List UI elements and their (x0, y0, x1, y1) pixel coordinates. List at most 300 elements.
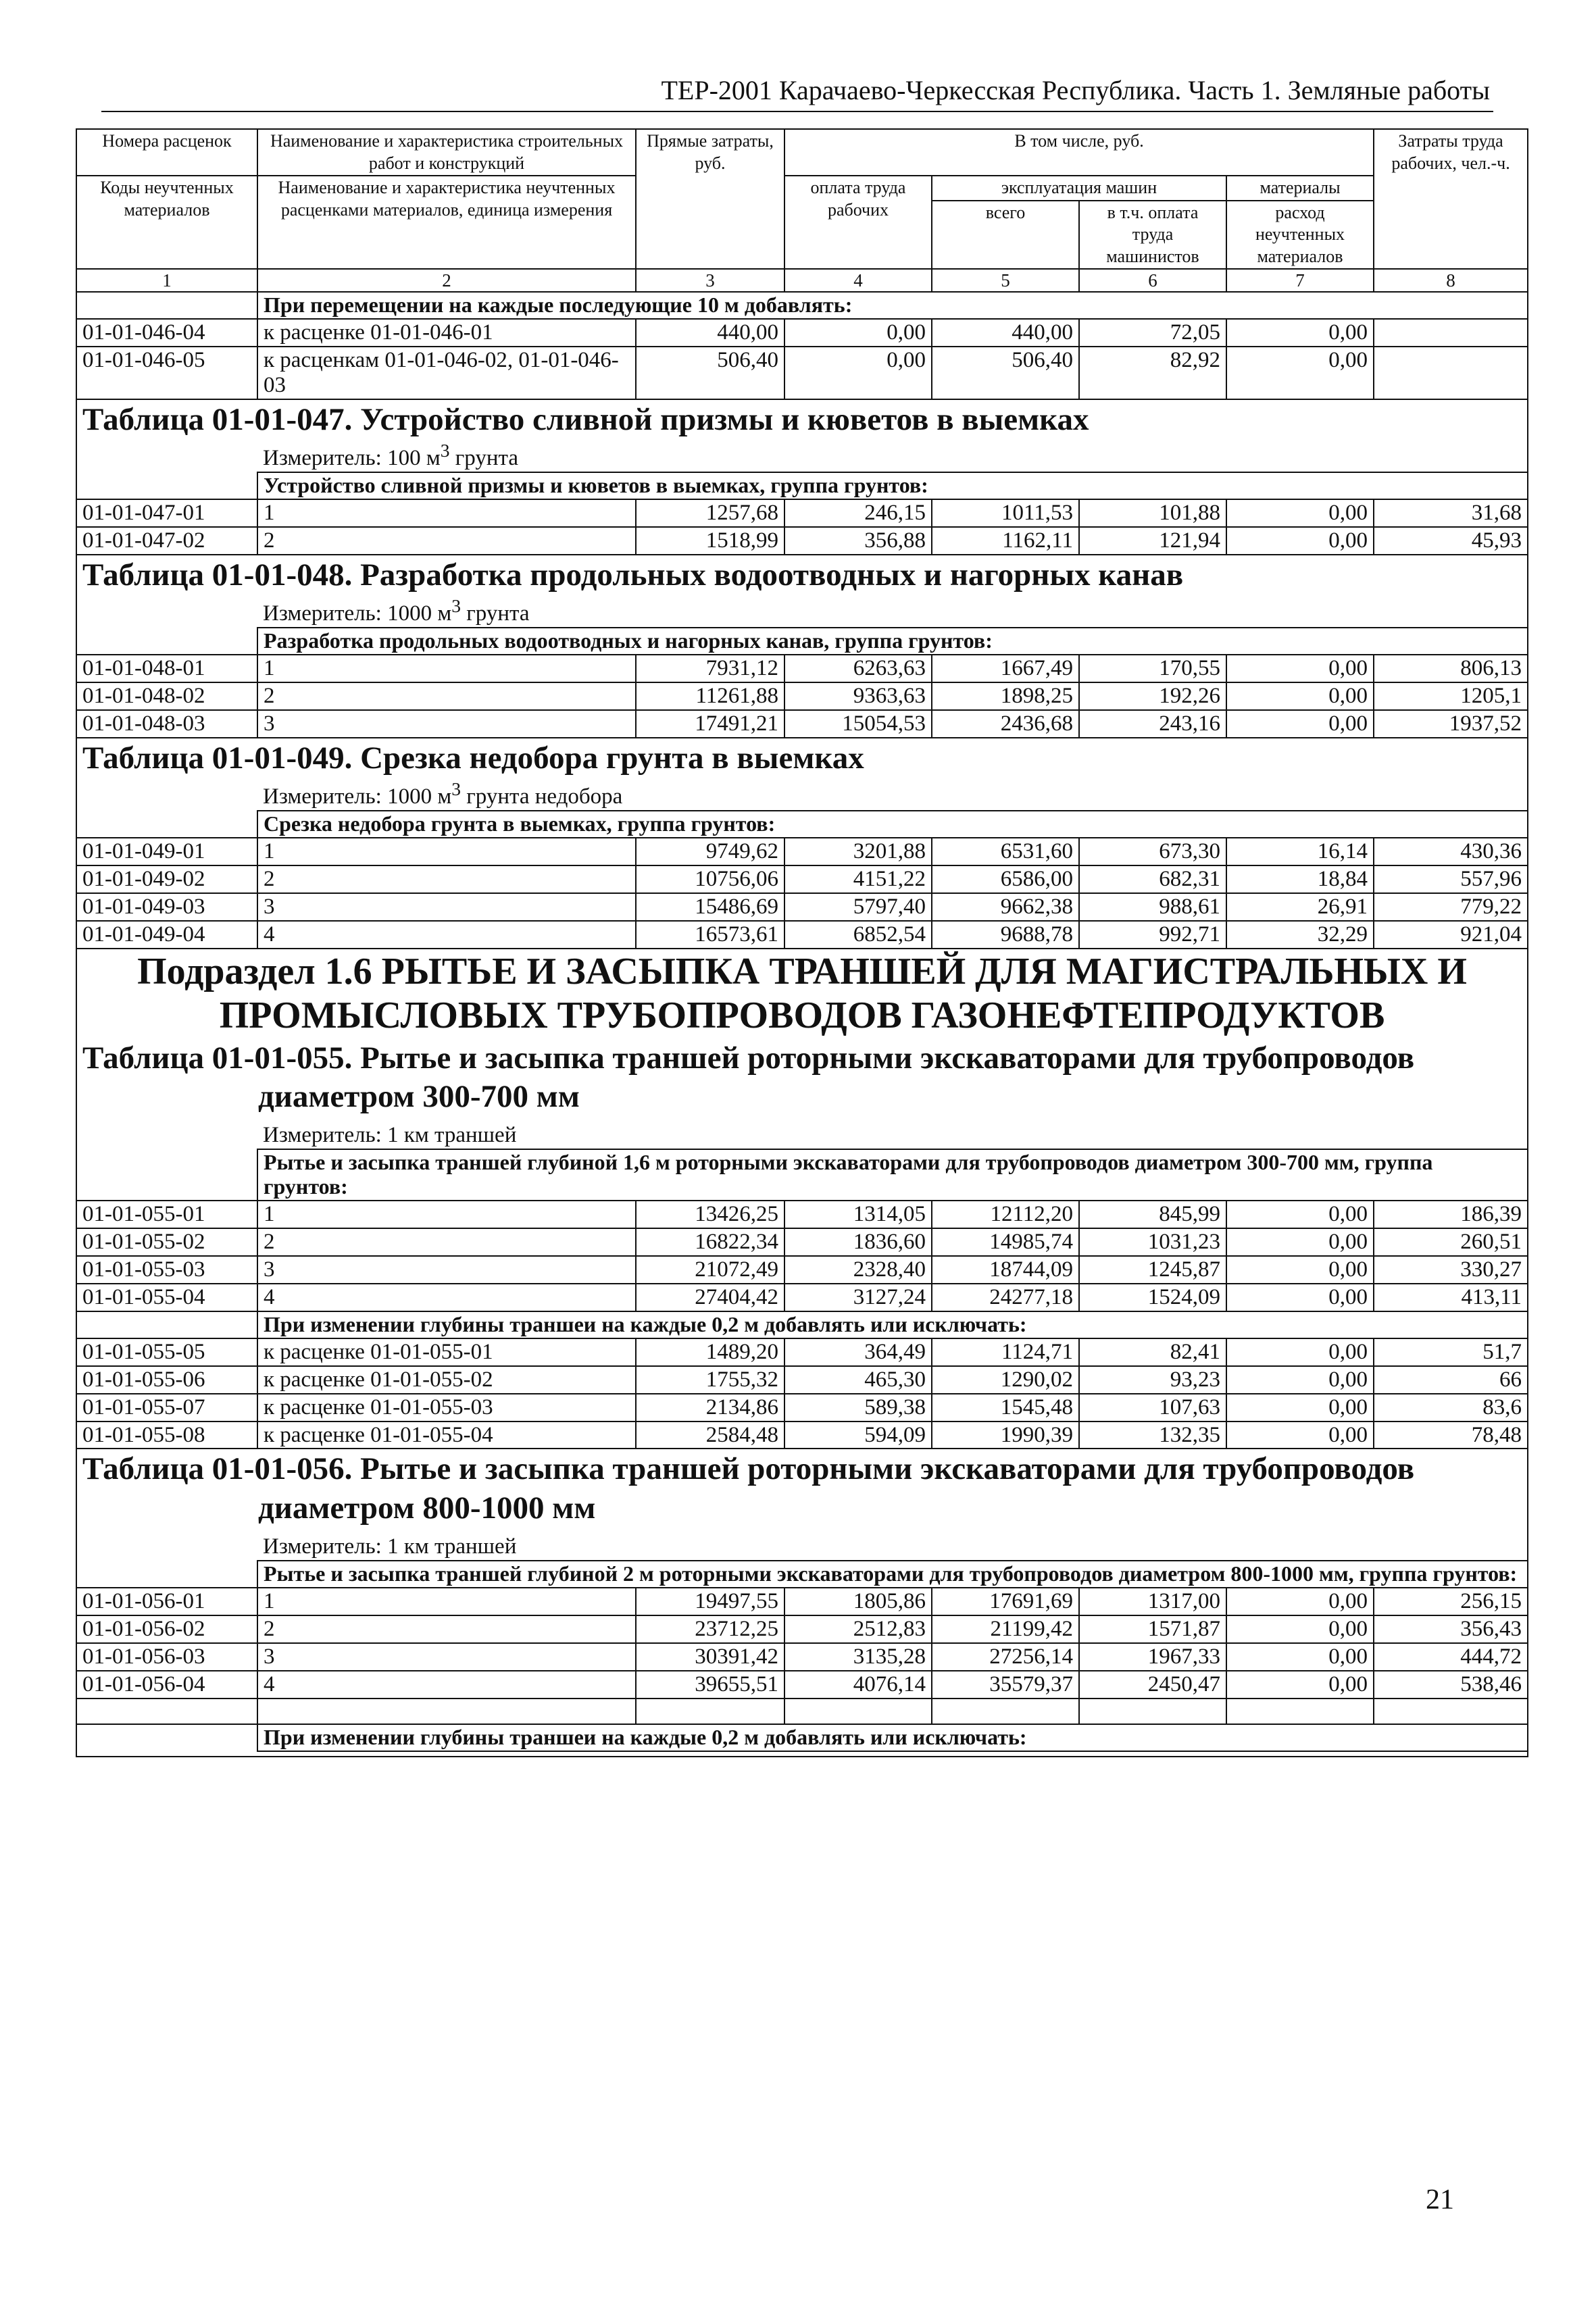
table-cell: 1245,87 (1079, 1256, 1226, 1284)
table-cell: 1545,48 (932, 1394, 1079, 1422)
table-cell: 0,00 (1226, 1201, 1374, 1228)
table-cell: 01-01-056-04 (76, 1671, 257, 1699)
table-cell: 0,00 (1226, 1228, 1374, 1256)
empty-cell (257, 1699, 636, 1724)
rates-table (76, 128, 1528, 1757)
header-rate-number: Номера расценок (76, 129, 257, 176)
table-cell: 594,09 (784, 1422, 932, 1449)
column-header-row (76, 129, 1528, 176)
table-cell: 18744,09 (932, 1256, 1079, 1284)
table-cell: 6263,63 (784, 655, 932, 682)
section-title-row (76, 949, 1528, 1038)
group-indent (76, 292, 257, 319)
table-cell: 0,00 (1226, 1394, 1374, 1422)
group-title: При изменении глубины траншеи на каждые 0,2 м добавлять или исключать: (257, 1311, 1528, 1338)
rates-document (76, 128, 1527, 1757)
table-cell: 1 (257, 499, 636, 527)
table-cell: 23712,25 (636, 1615, 784, 1643)
table-cell: 2134,86 (636, 1394, 784, 1422)
table-cell: 364,49 (784, 1338, 932, 1366)
table-cell: 32,29 (1226, 921, 1374, 949)
table-cell: 21199,42 (932, 1615, 1079, 1643)
table-cell: 93,23 (1079, 1366, 1226, 1394)
table-row (76, 1201, 1528, 1228)
table-cell: 444,72 (1374, 1643, 1528, 1671)
group-indent (76, 1561, 257, 1588)
table-cell: 9662,38 (932, 893, 1079, 921)
table-cell: 51,7 (1374, 1338, 1528, 1366)
table-cell: 589,38 (784, 1394, 932, 1422)
table-cell: к расценке 01-01-055-02 (257, 1366, 636, 1394)
table-cell: 4151,22 (784, 865, 932, 893)
table-cell: 430,36 (1374, 838, 1528, 865)
table-cell: 921,04 (1374, 921, 1528, 949)
table-cell: 1836,60 (784, 1228, 932, 1256)
table-row (76, 347, 1528, 399)
table-title-row (76, 555, 1528, 595)
table-cell: 30391,42 (636, 1643, 784, 1671)
table-cell: 01-01-055-08 (76, 1422, 257, 1449)
meter-indent (76, 440, 257, 472)
table-cell: 5797,40 (784, 893, 932, 921)
table-cell: 3 (257, 893, 636, 921)
table-row (76, 1671, 1528, 1699)
table-row (76, 1284, 1528, 1311)
group-header-row (76, 811, 1528, 838)
table-title-row (76, 1449, 1528, 1528)
table-cell: 192,26 (1079, 682, 1226, 710)
meter-unit: грунта (460, 601, 530, 626)
table-cell: 2450,47 (1079, 1671, 1226, 1699)
column-number: 1 (76, 269, 257, 292)
table-title-row (76, 399, 1528, 440)
table-cell: 78,48 (1374, 1422, 1528, 1449)
table-cell: 0,00 (1226, 655, 1374, 682)
empty-cell (784, 1699, 932, 1724)
table-cell: 4 (257, 921, 636, 949)
table-cell: 01-01-055-05 (76, 1338, 257, 1366)
table-row (76, 499, 1528, 527)
table-row (76, 1422, 1528, 1449)
table-cell: 1805,86 (784, 1588, 932, 1615)
group-title: Рытье и засыпка траншей глубиной 2 м роторными экскаваторами для трубопроводов диаметром 800-1000 мм, группа грунтов: (257, 1561, 1528, 1588)
table-cell: 35579,37 (932, 1671, 1079, 1699)
table-cell: 1314,05 (784, 1201, 932, 1228)
table-cell: 0,00 (1226, 682, 1374, 710)
table-cell: 1571,87 (1079, 1615, 1226, 1643)
column-number: 8 (1374, 269, 1528, 292)
table-cell: 01-01-056-03 (76, 1643, 257, 1671)
table-title (76, 555, 1528, 595)
meter-unit: грунта недобора (460, 784, 623, 809)
table-cell: 1 (257, 838, 636, 865)
table-cell: 1162,11 (932, 527, 1079, 555)
table-cell: 682,31 (1079, 865, 1226, 893)
table-cell: 15486,69 (636, 893, 784, 921)
group-title: Срезка недобора грунта в выемках, группа грунтов: (257, 811, 1528, 838)
table-cell: 18,84 (1226, 865, 1374, 893)
table-cell: 1 (257, 1201, 636, 1228)
table-cell: 01-01-055-02 (76, 1228, 257, 1256)
table-cell: 0,00 (1226, 1588, 1374, 1615)
meter-label (257, 1117, 1528, 1149)
table-title (76, 1449, 1528, 1528)
table-cell: 0,00 (1226, 527, 1374, 555)
table-cell: 72,05 (1079, 319, 1226, 347)
header-worker-pay: оплата труда рабочих (784, 176, 932, 269)
table-cell: 01-01-055-04 (76, 1284, 257, 1311)
table-cell: 45,93 (1374, 527, 1528, 555)
table-cell: 0,00 (784, 347, 932, 399)
meter-text: Измеритель: 1 км траншей (263, 1534, 517, 1559)
meter-indent (76, 1528, 257, 1561)
column-header-row (76, 176, 1528, 201)
group-title: При изменении глубины траншеи на каждые 0,2 м добавлять или исключать: (257, 1724, 1528, 1751)
group-indent (76, 1149, 257, 1201)
table-title-text: Таблица 01-01-047. Устройство сливной призмы и кюветов в выемках (82, 401, 1089, 437)
group-header-row (76, 1561, 1528, 1588)
meter-indent (76, 595, 257, 628)
table-cell: 01-01-056-02 (76, 1615, 257, 1643)
table-cell: 6586,00 (932, 865, 1079, 893)
table-cell: 121,94 (1079, 527, 1226, 555)
header-materials: материалы (1226, 176, 1374, 201)
table-cell: 1124,71 (932, 1338, 1079, 1366)
table-cell: 1317,00 (1079, 1588, 1226, 1615)
table-cell: 1290,02 (932, 1366, 1079, 1394)
table-cell: к расценкам 01-01-046-02, 01-01-046-03 (257, 347, 636, 399)
group-title: Рытье и засыпка траншей глубиной 1,6 м роторными экскаваторами для трубопроводов диаметром 300-700 мм, группа грунтов: (257, 1149, 1528, 1201)
group-header-row (76, 1311, 1528, 1338)
group-indent (76, 811, 257, 838)
table-cell: 0,00 (1226, 499, 1374, 527)
table-cell: 0,00 (1226, 1366, 1374, 1394)
table-cell: 0,00 (1226, 1643, 1374, 1671)
table-cell: 170,55 (1079, 655, 1226, 682)
column-number: 6 (1079, 269, 1226, 292)
table-cell: 0,00 (1226, 1284, 1374, 1311)
group-title: Разработка продольных водоотводных и нагорных канав, группа грунтов: (257, 628, 1528, 655)
page-number: 21 (1426, 2184, 1454, 2215)
table-title-text: Таблица 01-01-055. Рытье и засыпка траншей роторными экскаваторами для трубопроводов диаметром 300-700 мм (82, 1040, 1415, 1115)
table-cell: 1011,53 (932, 499, 1079, 527)
table-cell (1374, 347, 1528, 399)
meter-unit-power: 3 (451, 778, 461, 800)
table-cell: 0,00 (1226, 347, 1374, 399)
rates-table-body (76, 129, 1528, 1757)
table-cell: 779,22 (1374, 893, 1528, 921)
table-cell: 01-01-055-03 (76, 1256, 257, 1284)
meter-text: Измеритель: 1 км траншей (263, 1123, 517, 1148)
table-cell: 243,16 (1079, 710, 1226, 738)
table-cell: 13426,25 (636, 1201, 784, 1228)
table-cell: 2584,48 (636, 1422, 784, 1449)
table-cell: 7931,12 (636, 655, 784, 682)
table-cell: 01-01-049-03 (76, 893, 257, 921)
table-cell: 101,88 (1079, 499, 1226, 527)
table-row (76, 319, 1528, 347)
meter-label (257, 778, 1528, 811)
meter-text: Измеритель: 100 м (263, 446, 441, 471)
table-cell: 11261,88 (636, 682, 784, 710)
table-cell: 2512,83 (784, 1615, 932, 1643)
table-cell: 1 (257, 655, 636, 682)
table-cell: 1031,23 (1079, 1228, 1226, 1256)
table-row (76, 1588, 1528, 1615)
table-cell: 0,00 (1226, 319, 1374, 347)
table-cell: 01-01-049-01 (76, 838, 257, 865)
group-header-row (76, 292, 1528, 319)
table-row (76, 682, 1528, 710)
table-cell: 24277,18 (932, 1284, 1079, 1311)
table-cell: 4076,14 (784, 1671, 932, 1699)
table-cell: 2 (257, 682, 636, 710)
table-cell: 1518,99 (636, 527, 784, 555)
group-header-row (76, 472, 1528, 499)
table-cell: 01-01-056-01 (76, 1588, 257, 1615)
table-cell: 1898,25 (932, 682, 1079, 710)
table-cell: 330,27 (1374, 1256, 1528, 1284)
empty-cell (76, 1699, 257, 1724)
table-cell: 16,14 (1226, 838, 1374, 865)
header-machine-operation: эксплуатация машин (932, 176, 1226, 201)
table-cell: 01-01-055-07 (76, 1394, 257, 1422)
section-title: Подраздел 1.6 РЫТЬЕ И ЗАСЫПКА ТРАНШЕЙ ДЛЯ МАГИСТРАЛЬНЫХ И ПРОМЫСЛОВЫХ ТРУБОПРОВОДОВ ГАЗОНЕФТЕПРОДУКТОВ (76, 949, 1528, 1038)
table-row (76, 838, 1528, 865)
table-cell: 3 (257, 710, 636, 738)
table-row (76, 893, 1528, 921)
table-cell: 1990,39 (932, 1422, 1079, 1449)
table-cell: 0,00 (1226, 1615, 1374, 1643)
meter-row (76, 1528, 1528, 1561)
table-cell: 83,6 (1374, 1394, 1528, 1422)
table-cell: 440,00 (636, 319, 784, 347)
header-rule (101, 111, 1493, 112)
column-number: 5 (932, 269, 1079, 292)
table-cell: 3 (257, 1643, 636, 1671)
table-cell: 260,51 (1374, 1228, 1528, 1256)
table-title (76, 1038, 1528, 1117)
column-number: 4 (784, 269, 932, 292)
table-cell: 440,00 (932, 319, 1079, 347)
group-indent (76, 628, 257, 655)
table-row (76, 921, 1528, 949)
meter-text: Измеритель: 1000 м (263, 784, 452, 809)
meter-unit-power: 3 (440, 440, 450, 461)
table-cell: 01-01-049-04 (76, 921, 257, 949)
table-row (76, 1228, 1528, 1256)
table-cell: 538,46 (1374, 1671, 1528, 1699)
table-cell: 3127,24 (784, 1284, 932, 1311)
table-cell: 2 (257, 1615, 636, 1643)
meter-label (257, 440, 1528, 472)
table-cell: 17691,69 (932, 1588, 1079, 1615)
meter-label (257, 1528, 1528, 1561)
table-cell: 27256,14 (932, 1643, 1079, 1671)
group-header-row (76, 1724, 1528, 1751)
table-cell: 01-01-046-05 (76, 347, 257, 399)
running-header: ТЕР-2001 Карачаево-Черкесская Республика. Часть 1. Земляные работы (661, 75, 1490, 105)
table-cell: 01-01-047-02 (76, 527, 257, 555)
header-unaccounted-codes: Коды неучтенных материалов (76, 176, 257, 269)
table-cell: 506,40 (636, 347, 784, 399)
table-cell: 1755,32 (636, 1366, 784, 1394)
table-cell: 31,68 (1374, 499, 1528, 527)
header-operator-pay: в т.ч. оплата труда машинистов (1079, 201, 1226, 270)
table-cell: 1967,33 (1079, 1643, 1226, 1671)
group-title: Устройство сливной призмы и кюветов в выемках, группа грунтов: (257, 472, 1528, 499)
table-cell: 2436,68 (932, 710, 1079, 738)
table-cell: к расценке 01-01-046-01 (257, 319, 636, 347)
table-cell: 506,40 (932, 347, 1079, 399)
table-cell: 19497,55 (636, 1588, 784, 1615)
table-title-row (76, 738, 1528, 778)
table-cell: 465,30 (784, 1366, 932, 1394)
table-cell: к расценке 01-01-055-03 (257, 1394, 636, 1422)
table-row (76, 1394, 1528, 1422)
table-cell: 806,13 (1374, 655, 1528, 682)
table-title-text: Таблица 01-01-049. Срезка недобора грунта в выемках (82, 740, 864, 776)
table-cell: 01-01-048-03 (76, 710, 257, 738)
table-cell: 4 (257, 1671, 636, 1699)
table-row (76, 655, 1528, 682)
header-including: В том числе, руб. (784, 129, 1374, 176)
table-cell: 356,43 (1374, 1615, 1528, 1643)
meter-indent (76, 778, 257, 811)
table-cell: 82,92 (1079, 347, 1226, 399)
table-cell: 14985,74 (932, 1228, 1079, 1256)
meter-text: Измеритель: 1000 м (263, 601, 452, 626)
table-row (76, 1615, 1528, 1643)
table-cell: 66 (1374, 1366, 1528, 1394)
header-material-name: Наименование и характеристика неучтенных расценками материалов, единица измерения (257, 176, 636, 269)
table-cell: 01-01-048-01 (76, 655, 257, 682)
table-cell: 0,00 (1226, 1338, 1374, 1366)
group-indent (76, 472, 257, 499)
empty-cell (1226, 1699, 1374, 1724)
column-number-row (76, 269, 1528, 292)
table-cell: 21072,49 (636, 1256, 784, 1284)
header-unaccounted-consumption: расход неучтенных материалов (1226, 201, 1374, 270)
table-row (76, 1643, 1528, 1671)
table-cell: 356,88 (784, 527, 932, 555)
table-cell: 9749,62 (636, 838, 784, 865)
table-row (76, 710, 1528, 738)
table-cell: 2 (257, 1228, 636, 1256)
table-cell: 3135,28 (784, 1643, 932, 1671)
empty-cell (1374, 1699, 1528, 1724)
table-cell: 17491,21 (636, 710, 784, 738)
table-cell: 256,15 (1374, 1588, 1528, 1615)
table-cell: 01-01-055-06 (76, 1366, 257, 1394)
table-cell: 9688,78 (932, 921, 1079, 949)
table-cell: 557,96 (1374, 865, 1528, 893)
table-row (76, 1366, 1528, 1394)
column-number: 7 (1226, 269, 1374, 292)
table-cell: 1 (257, 1588, 636, 1615)
table-title-row (76, 1038, 1528, 1117)
table-cell: 01-01-055-01 (76, 1201, 257, 1228)
table-cell: 992,71 (1079, 921, 1226, 949)
table-cell: 3 (257, 1256, 636, 1284)
header-direct-costs: Прямые затраты, руб. (636, 129, 784, 269)
table-cell: к расценке 01-01-055-01 (257, 1338, 636, 1366)
table-cell: 1667,49 (932, 655, 1079, 682)
header-total: всего (932, 201, 1079, 270)
meter-row (76, 778, 1528, 811)
meter-row (76, 595, 1528, 628)
table-cell: 0,00 (784, 319, 932, 347)
table-cell: 15054,53 (784, 710, 932, 738)
table-cell: 01-01-047-01 (76, 499, 257, 527)
table-cell: 0,00 (1226, 1256, 1374, 1284)
table-cell: 6531,60 (932, 838, 1079, 865)
table-cell: 845,99 (1079, 1201, 1226, 1228)
table-row (76, 865, 1528, 893)
meter-row (76, 440, 1528, 472)
table-cell: 673,30 (1079, 838, 1226, 865)
table-cell: 413,11 (1374, 1284, 1528, 1311)
header-labor-costs: Затраты труда рабочих, чел.-ч. (1374, 129, 1528, 269)
table-title (76, 399, 1528, 440)
table-row (76, 1338, 1528, 1366)
table-cell: 1257,68 (636, 499, 784, 527)
group-indent (76, 1311, 257, 1338)
table-cell: 12112,20 (932, 1201, 1079, 1228)
column-number: 3 (636, 269, 784, 292)
table-cell: 10756,06 (636, 865, 784, 893)
table-cell: 4 (257, 1284, 636, 1311)
table-cell: 988,61 (1079, 893, 1226, 921)
table-cell: 2 (257, 527, 636, 555)
empty-cell (932, 1699, 1079, 1724)
table-cell: 01-01-049-02 (76, 865, 257, 893)
meter-label (257, 595, 1528, 628)
table-cell: 27404,42 (636, 1284, 784, 1311)
meter-indent (76, 1117, 257, 1149)
table-cell: 2 (257, 865, 636, 893)
table-cell: 1937,52 (1374, 710, 1528, 738)
meter-row (76, 1117, 1528, 1149)
column-number: 2 (257, 269, 636, 292)
table-title (76, 738, 1528, 778)
table-cell: 01-01-048-02 (76, 682, 257, 710)
table-cell: 26,91 (1226, 893, 1374, 921)
table-cell: 107,63 (1079, 1394, 1226, 1422)
table-cell: 16822,34 (636, 1228, 784, 1256)
table-title-text: Таблица 01-01-048. Разработка продольных водоотводных и нагорных канав (82, 557, 1184, 593)
table-cell: 0,00 (1226, 1422, 1374, 1449)
header-work-name: Наименование и характеристика строительных работ и конструкций (257, 129, 636, 176)
table-cell: 39655,51 (636, 1671, 784, 1699)
group-header-row (76, 1149, 1528, 1201)
table-row (76, 1256, 1528, 1284)
table-cell: 1489,20 (636, 1338, 784, 1366)
meter-unit: грунта (449, 446, 518, 471)
table-cell: к расценке 01-01-055-04 (257, 1422, 636, 1449)
table-cell: 6852,54 (784, 921, 932, 949)
table-bottom-border (76, 1751, 1528, 1757)
table-cell: 9363,63 (784, 682, 932, 710)
table-cell: 82,41 (1079, 1338, 1226, 1366)
table-cell: 0,00 (1226, 710, 1374, 738)
table-title-text: Таблица 01-01-056. Рытье и засыпка траншей роторными экскаваторами для трубопроводов диаметром 800-1000 мм (82, 1451, 1415, 1526)
table-cell: 3201,88 (784, 838, 932, 865)
table-cell: 1524,09 (1079, 1284, 1226, 1311)
table-row (76, 527, 1528, 555)
empty-cell (1079, 1699, 1226, 1724)
table-cell: 2328,40 (784, 1256, 932, 1284)
